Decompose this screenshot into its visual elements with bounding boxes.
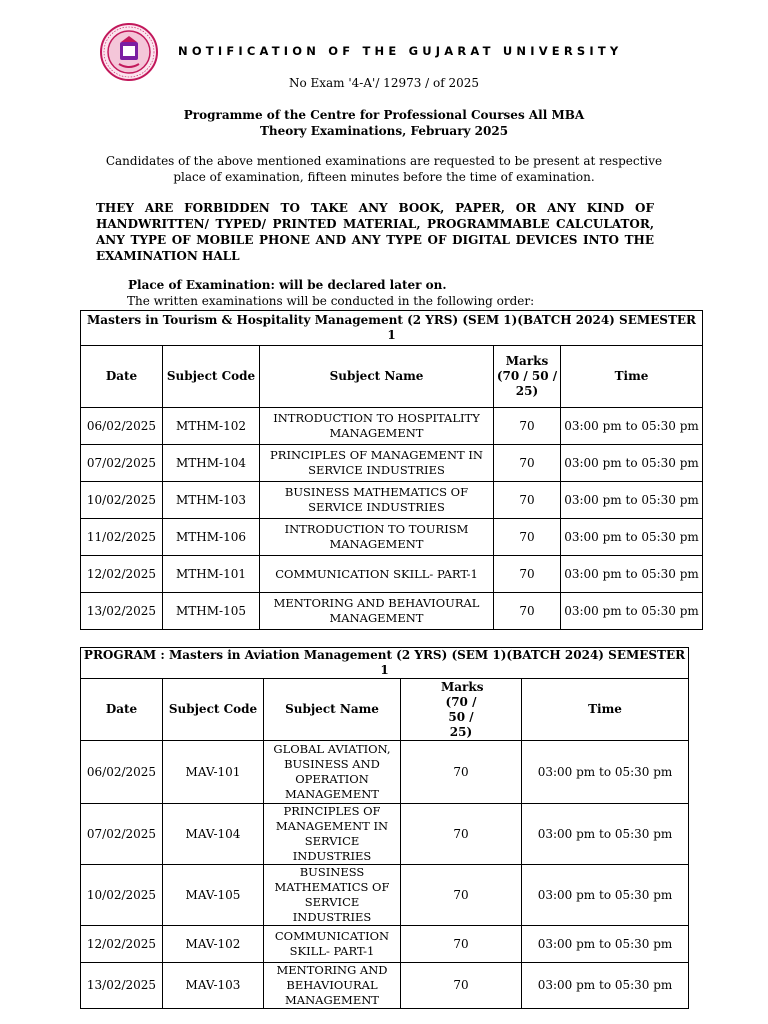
place-of-examination: Place of Examination: will be declared later on. xyxy=(128,278,447,292)
cell-time: 03:00 pm to 05:30 pm xyxy=(561,482,703,519)
cell-marks: 70 xyxy=(494,593,561,630)
cell-marks: 70 xyxy=(401,741,522,804)
programme-line-1: Programme of the Centre for Professional Courses All MBA xyxy=(183,108,585,122)
cell-subject-code: MAV-101 xyxy=(163,741,264,804)
table-row xyxy=(81,804,689,865)
column-header-subject-name: Subject Name xyxy=(264,679,401,741)
cell-date: 12/02/2025 xyxy=(81,926,163,963)
table-header-row xyxy=(81,679,689,741)
table-row xyxy=(81,408,703,445)
cell-marks: 70 xyxy=(494,408,561,445)
cell-marks: 70 xyxy=(494,445,561,482)
table-title-row xyxy=(81,648,689,679)
cell-subject-name: COMMUNICATION SKILL- PART-1 xyxy=(264,926,401,963)
column-header-date: Date xyxy=(81,346,163,408)
table-title: PROGRAM : Masters in Aviation Management (2 YRS) (SEM 1)(BATCH 2024) SEMESTER 1 xyxy=(81,648,689,679)
table-row xyxy=(81,519,703,556)
cell-marks: 70 xyxy=(401,926,522,963)
cell-subject-code: MTHM-101 xyxy=(163,556,260,593)
cell-subject-name: COMMUNICATION SKILL- PART-1 xyxy=(260,556,494,593)
cell-date: 12/02/2025 xyxy=(81,556,163,593)
cell-time: 03:00 pm to 05:30 pm xyxy=(561,519,703,556)
table-row xyxy=(81,865,689,926)
table-row xyxy=(81,963,689,1009)
column-header-subject-code: Subject Code xyxy=(163,346,260,408)
cell-subject-code: MTHM-104 xyxy=(163,445,260,482)
forbidden-notice: THEY ARE FORBIDDEN TO TAKE ANY BOOK, PAPER, OR ANY KIND OF HANDWRITTEN/ TYPED/ PRINTED MATERIAL, PROGRAMMABLE CALCULATOR, ANY TYPE OF MOBILE PHONE AND ANY TYPE OF DIGITAL DEVICES INTO THE EXAMINATION HALL xyxy=(96,201,654,263)
cell-subject-code: MTHM-105 xyxy=(163,593,260,630)
cell-date: 06/02/2025 xyxy=(81,408,163,445)
column-header-subject-code: Subject Code xyxy=(163,679,264,741)
column-header-marks: Marks (70 / 50 / 25) xyxy=(494,346,561,408)
cell-subject-name: PRINCIPLES OF MANAGEMENT IN SERVICE INDUSTRIES xyxy=(264,804,401,865)
written-exam-order: The written examinations will be conducted in the following order: xyxy=(127,294,535,308)
cell-time: 03:00 pm to 05:30 pm xyxy=(522,963,689,1009)
programme-line-2: Theory Examinations, February 2025 xyxy=(259,124,509,138)
cell-time: 03:00 pm to 05:30 pm xyxy=(522,926,689,963)
cell-marks: 70 xyxy=(401,963,522,1009)
cell-date: 07/02/2025 xyxy=(81,445,163,482)
column-header-time: Time xyxy=(522,679,689,741)
cell-date: 10/02/2025 xyxy=(81,865,163,926)
exam-number: No Exam '4-A'/ 12973 / of 2025 xyxy=(288,76,480,90)
notification-title: NOTIFICATION OF THE GUJARAT UNIVERSITY xyxy=(178,44,623,58)
cell-marks: 70 xyxy=(401,804,522,865)
cell-marks: 70 xyxy=(401,865,522,926)
cell-time: 03:00 pm to 05:30 pm xyxy=(561,556,703,593)
university-logo xyxy=(99,22,159,82)
candidate-instruction: Candidates of the above mentioned examinations are requested to be present at respective place of examination, fifteen minutes before the time of examination. xyxy=(105,154,663,184)
column-header-date: Date xyxy=(81,679,163,741)
cell-time: 03:00 pm to 05:30 pm xyxy=(561,445,703,482)
cell-marks: 70 xyxy=(494,519,561,556)
cell-subject-name: PRINCIPLES OF MANAGEMENT IN SERVICE INDUSTRIES xyxy=(260,445,494,482)
cell-subject-code: MTHM-106 xyxy=(163,519,260,556)
cell-marks: 70 xyxy=(494,556,561,593)
cell-time: 03:00 pm to 05:30 pm xyxy=(561,593,703,630)
cell-subject-name: BUSINESS MATHEMATICS OF SERVICE INDUSTRIES xyxy=(260,482,494,519)
table-row xyxy=(81,741,689,804)
cell-date: 13/02/2025 xyxy=(81,963,163,1009)
column-header-marks: Marks (70 / 50 / 25) xyxy=(401,679,522,741)
table-header-row xyxy=(81,346,703,408)
cell-subject-code: MTHM-103 xyxy=(163,482,260,519)
cell-subject-name: MENTORING AND BEHAVIOURAL MANAGEMENT xyxy=(264,963,401,1009)
cell-date: 13/02/2025 xyxy=(81,593,163,630)
cell-subject-name: INTRODUCTION TO TOURISM MANAGEMENT xyxy=(260,519,494,556)
cell-marks: 70 xyxy=(494,482,561,519)
cell-date: 06/02/2025 xyxy=(81,741,163,804)
column-header-subject-name: Subject Name xyxy=(260,346,494,408)
cell-subject-code: MAV-104 xyxy=(163,804,264,865)
cell-subject-name: INTRODUCTION TO HOSPITALITY MANAGEMENT xyxy=(260,408,494,445)
aviation-management-schedule-table xyxy=(80,647,689,1009)
cell-time: 03:00 pm to 05:30 pm xyxy=(522,865,689,926)
table-row xyxy=(81,926,689,963)
table-row xyxy=(81,445,703,482)
cell-subject-name: BUSINESS MATHEMATICS OF SERVICE INDUSTRIES xyxy=(264,865,401,926)
tourism-hospitality-schedule-table xyxy=(80,310,703,630)
cell-subject-code: MAV-105 xyxy=(163,865,264,926)
table-row xyxy=(81,593,703,630)
cell-time: 03:00 pm to 05:30 pm xyxy=(561,408,703,445)
table-row xyxy=(81,556,703,593)
cell-subject-code: MAV-102 xyxy=(163,926,264,963)
university-seal-icon xyxy=(99,22,159,82)
table-row xyxy=(81,482,703,519)
cell-time: 03:00 pm to 05:30 pm xyxy=(522,741,689,804)
column-header-time: Time xyxy=(561,346,703,408)
cell-date: 11/02/2025 xyxy=(81,519,163,556)
cell-subject-code: MAV-103 xyxy=(163,963,264,1009)
table-title: Masters in Tourism & Hospitality Management (2 YRS) (SEM 1)(BATCH 2024) SEMESTER 1 xyxy=(81,311,703,346)
table-title-row xyxy=(81,311,703,346)
programme-heading xyxy=(0,107,768,139)
cell-subject-name: GLOBAL AVIATION, BUSINESS AND OPERATION MANAGEMENT xyxy=(264,741,401,804)
cell-time: 03:00 pm to 05:30 pm xyxy=(522,804,689,865)
cell-subject-code: MTHM-102 xyxy=(163,408,260,445)
cell-date: 07/02/2025 xyxy=(81,804,163,865)
cell-date: 10/02/2025 xyxy=(81,482,163,519)
cell-subject-name: MENTORING AND BEHAVIOURAL MANAGEMENT xyxy=(260,593,494,630)
